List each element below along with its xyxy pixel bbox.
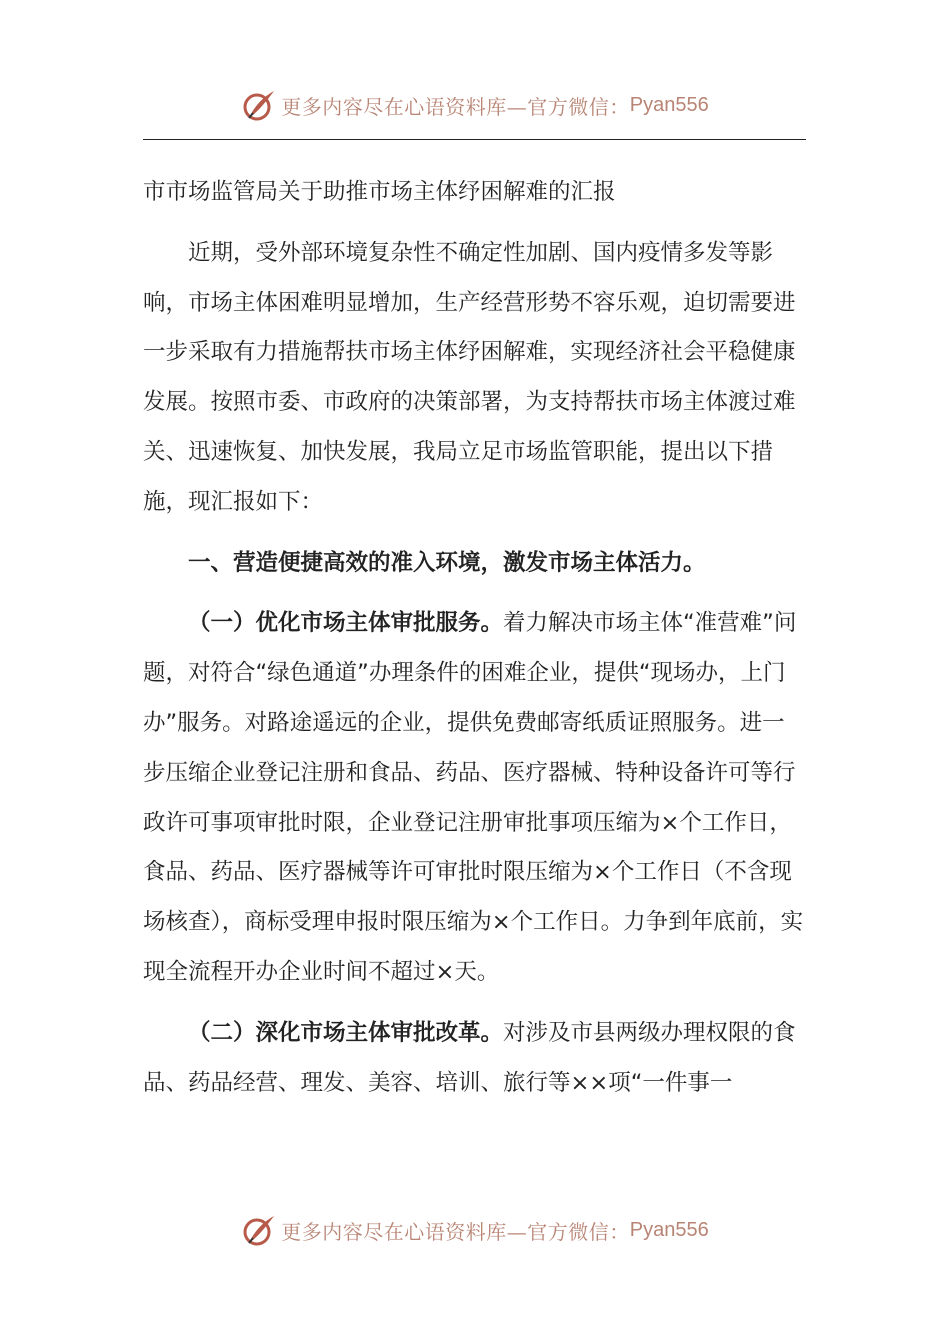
header-divider [143, 139, 806, 140]
subsection-text: 着力解决市场主体“准营难”问题，对符合“绿色通道”办理条件的困难企业，提供“现场办，上门办”服务。对路途遥远的企业，提供免费邮寄纸质证照服务。进一步压缩企业登记注册和食品、药品、医疗器械、特种设备许可等行政许可事项审批时限，企业登记注册审批事项压缩为×个工作日，食品、药品、医疗器械等许可审批时限压缩为×个工作日（不含现场核查），商标受理申报时限压缩为×个工作日。力争到年底前，实现全流程开办企业时间不超过×天。 [143, 610, 804, 985]
subsection-paragraph [143, 599, 806, 997]
intro-paragraph: 近期，受外部环境复杂性不确定性加剧、国内疫情多发等影响，市场主体困难明显增加，生产经营形势不容乐观，迫切需要进一步采取有力措施帮扶市场主体纾困解难，实现经济社会平稳健康发展。按照市委、市政府的决策部署，为支持帮扶市场主体渡过难关、迅速恢复、加快发展，我局立足市场监管职能，提出以下措施，现汇报如下： [143, 239, 796, 515]
subsection-label: （二）深化市场主体审批改革。 [188, 1019, 504, 1046]
footer-watermark [0, 1205, 950, 1255]
header-watermark [0, 80, 950, 130]
watermark-wechat-id: Pyan556 [629, 93, 709, 116]
watermark-wechat-id: Pyan556 [629, 1218, 709, 1241]
section-heading: 一、营造便捷高效的准入环境，激发市场主体活力。 [188, 549, 706, 576]
watermark-text: 更多内容尽在心语资料库—官方微信： [281, 94, 630, 119]
document-body [143, 168, 806, 1119]
subsection-text: 对涉及市县两级办理权限的食品、药品经营、理发、美容、培训、旅行等××项“一件事一 [143, 1019, 796, 1096]
watermark-text: 更多内容尽在心语资料库—官方微信： [281, 1219, 630, 1244]
quill-logo-icon [241, 87, 277, 123]
subsection-label: （一）优化市场主体审批服务。 [188, 610, 504, 637]
quill-logo-icon [241, 1212, 277, 1248]
subsection-paragraph [143, 1009, 806, 1109]
document-title: 市市场监管局关于助推市场主体纾困解难的汇报 [143, 179, 616, 205]
